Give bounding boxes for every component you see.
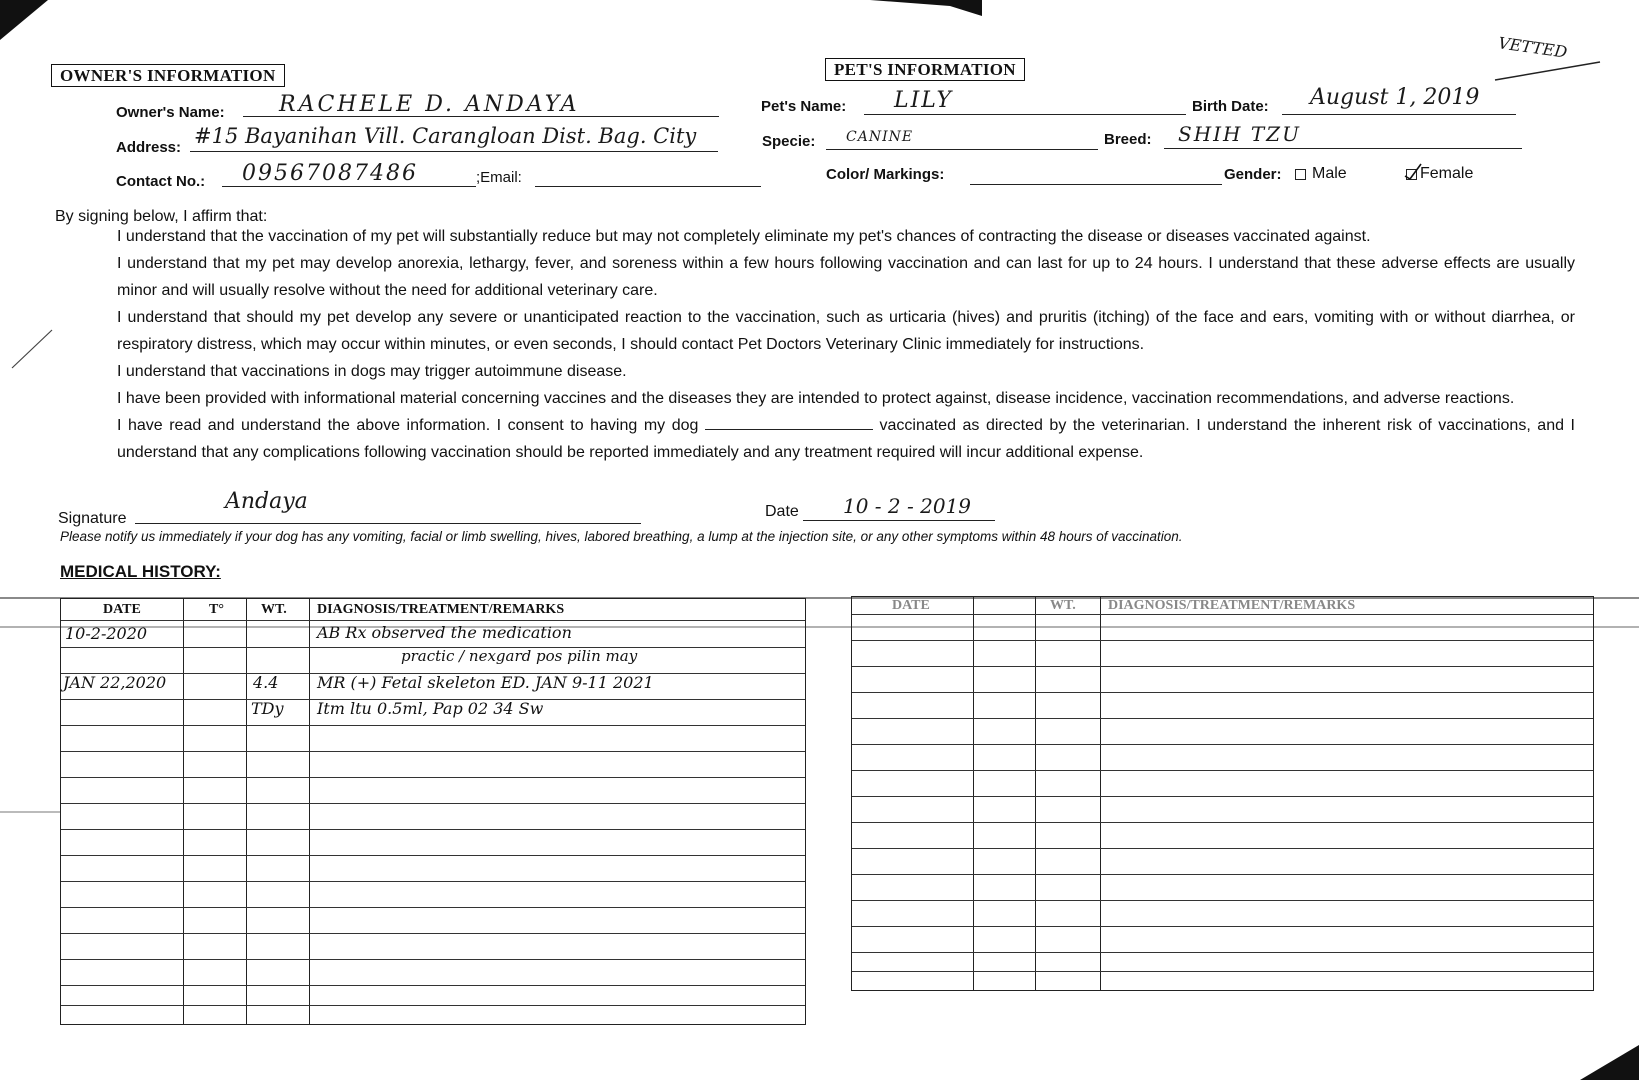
owner-heading: OWNER'S INFORMATION (51, 64, 285, 87)
col-header-remarks: DIAGNOSIS/TREATMENT/REMARKS (317, 602, 565, 617)
medical-history-heading: MEDICAL HISTORY: (60, 562, 221, 581)
color-markings-field[interactable] (970, 164, 1222, 185)
date-label: Date (765, 503, 799, 520)
female-label: Female (1420, 165, 1474, 182)
notice-text: Please notify us immediately if your dog has any vomiting, facial or limb swelling, hives, labored breathing, a lump at the injection site, or any other symptoms within 48 hours of vaccination. (60, 529, 1183, 544)
entry-1-remarks: AB Rx observed the medication (317, 623, 572, 642)
medical-history-table-left (60, 598, 806, 1025)
consent-paragraph-1: I understand that the vaccination of my pet will substantially reduce but may not completely eliminate my pet's chances of contracting the disease or diseases vaccinated against. (117, 228, 1371, 245)
breed-field[interactable] (1164, 124, 1522, 149)
email-field[interactable] (535, 166, 761, 187)
entry-3-weight: 4.4 (253, 673, 279, 692)
gender-label: Gender: (1224, 166, 1282, 183)
color-markings-label: Color/ Markings: (826, 166, 945, 183)
contact-value: 09567087486 (242, 161, 418, 186)
address-label: Address: (116, 139, 182, 156)
pen-stroke (1495, 62, 1600, 80)
signature-field[interactable] (135, 489, 641, 524)
breed-value: SHIH TZU (1178, 122, 1301, 146)
entry-3-remarks: MR (+) Fetal skeleton ED. JAN 9-11 2021 (317, 673, 654, 692)
consent-paragraph-2: I understand that my pet may develop anorexia, lethargy, fever, and soreness within a few hours following vaccination and can last for up to 24 hours. I understand that these adverse effects are usually minor and will usually resolve without the need for additional veterinary care. (117, 255, 1575, 299)
specie-field[interactable] (826, 127, 1098, 150)
col-header-weight-faded: WT. (1050, 598, 1076, 613)
specie-value: CANINE (846, 129, 914, 145)
entry-4-remarks: Itm ltu 0.5ml, Pap 02 34 Sw (317, 699, 544, 718)
pet-name-label: Pet's Name: (761, 98, 847, 115)
female-checkbox[interactable] (1406, 169, 1417, 180)
owner-name-label: Owner's Name: (116, 104, 225, 121)
pet-name-field[interactable] (864, 88, 1186, 115)
corner-shadow-top-left (0, 0, 48, 40)
owner-name-field[interactable] (243, 94, 719, 117)
specie-label: Specie: (762, 133, 816, 150)
address-field[interactable] (190, 124, 718, 152)
consent-paragraph-5: I have been provided with informational material concerning vaccines and the diseases they are intended to protect against, disease incidence, vaccination recommendations, and adverse reactions. (117, 390, 1515, 407)
signature-value: Andaya (225, 489, 308, 514)
pet-name-value: LILY (894, 88, 954, 113)
consent-intro: By signing below, I affirm that: (55, 208, 268, 225)
contact-label: Contact No.: (116, 173, 206, 190)
signature-date-value: 10 - 2 - 2019 (843, 494, 972, 518)
email-label: ;Email: (476, 169, 522, 186)
consent-paragraph-6b: vaccinated as directed by the veterinarian. I understand the inherent risk of vaccinations, and I understand that any complications following vaccination should be reported immediately and any treatment required will incur additional expense. (117, 417, 1575, 461)
signature-date-field[interactable] (803, 494, 995, 521)
entry-3-date: JAN 22,2020 (63, 673, 167, 692)
owner-name-value: RACHELE D. ANDAYA (279, 92, 580, 117)
corner-shadow-bottom-right (1580, 1045, 1639, 1080)
col-header-date: DATE (103, 602, 141, 617)
consent-paragraph-4: I understand that vaccinations in dogs may trigger autoimmune disease. (117, 363, 627, 380)
breed-label: Breed: (1104, 131, 1152, 148)
consent-body (55, 223, 1575, 466)
consent-paragraph-6 (55, 412, 1575, 466)
stray-mark (12, 330, 52, 368)
col-header-weight: WT. (261, 602, 287, 617)
col-header-date-faded: DATE (892, 598, 930, 613)
col-header-remarks-faded: DIAGNOSIS/TREATMENT/REMARKS (1108, 598, 1356, 613)
edge-shadow-top (870, 0, 982, 16)
male-checkbox[interactable] (1295, 169, 1306, 180)
col-header-temp: T° (209, 602, 224, 617)
pet-heading: PET'S INFORMATION (825, 58, 1025, 81)
entry-1-date: 10-2-2020 (65, 624, 148, 643)
consent-paragraph-3: I understand that should my pet develop any severe or unanticipated reaction to the vaccination, such as urticaria (hives) and pruritis (itching) of the face and ears, vomiting with or without diarrhea, or respiratory distress, which may occur within minutes, or even seconds, I should contact Pet Doctors Veterinary Clinic immediately for instructions. (117, 309, 1575, 353)
male-label: Male (1312, 165, 1347, 182)
medical-history-table-right (851, 596, 1594, 991)
contact-field[interactable] (222, 161, 476, 187)
entry-2-remarks: practic / nexgard pos pilin may (401, 647, 638, 665)
address-value: #15 Bayanihan Vill. Carangloan Dist. Bag. City (194, 124, 697, 148)
dog-name-blank[interactable] (705, 415, 873, 430)
signature-label: Signature (58, 510, 127, 527)
birth-date-label: Birth Date: (1192, 98, 1269, 115)
consent-paragraph-6a: I have read and understand the above information. I consent to having my dog (117, 417, 699, 434)
corner-note: VETTED (1497, 33, 1569, 62)
birth-date-value: August 1, 2019 (1310, 85, 1480, 110)
entry-4-weight: TDy (251, 699, 284, 718)
birth-date-field[interactable] (1282, 85, 1516, 115)
